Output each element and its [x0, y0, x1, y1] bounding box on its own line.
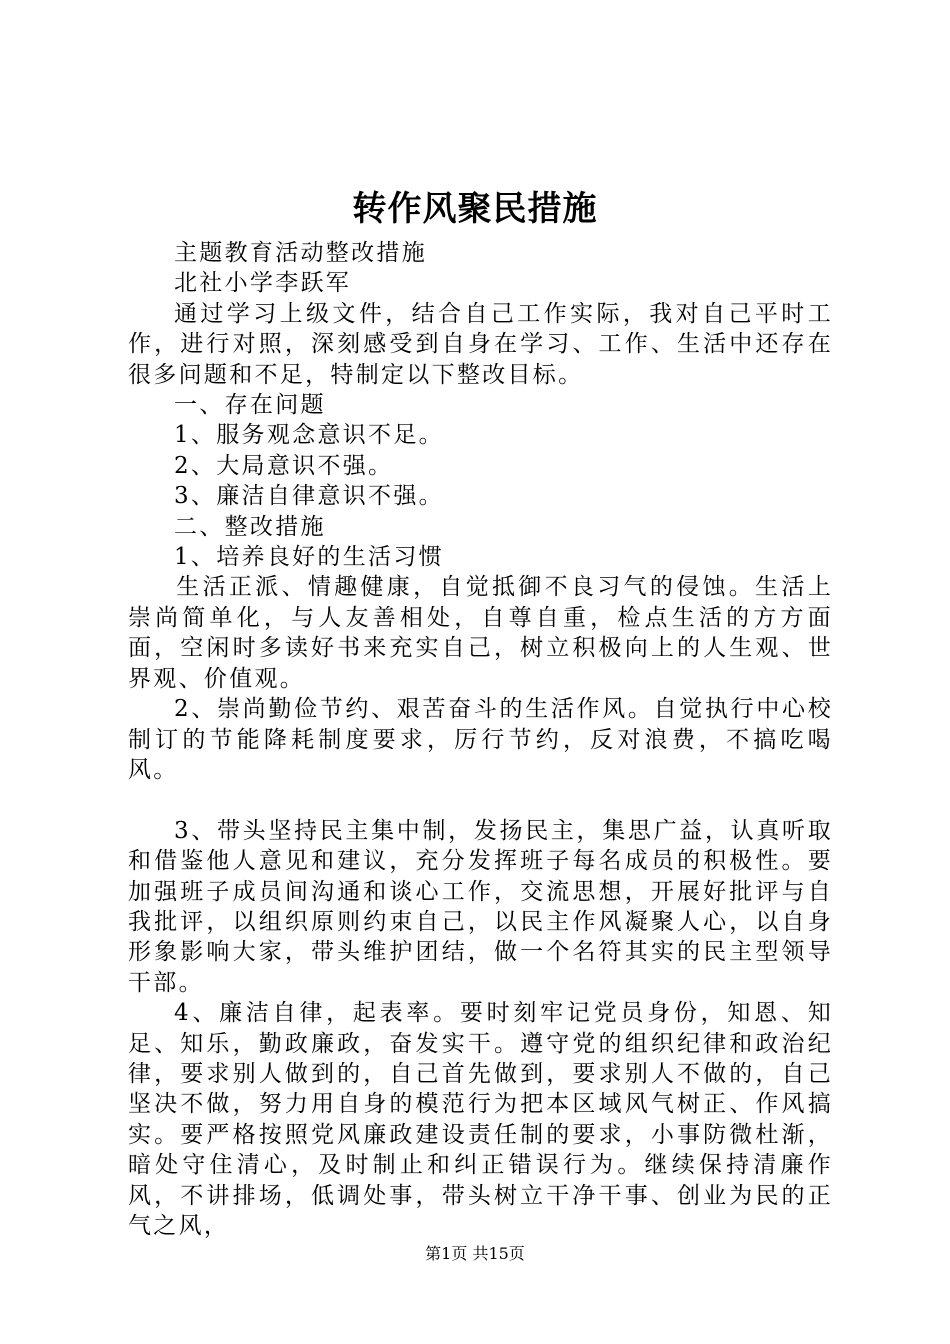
- subtitle: 主题教育活动整改措施: [174, 240, 427, 266]
- section-heading-issues: 一、存在问题: [174, 392, 326, 419]
- measure-3-paragraph: 3、带头坚持民主集中制，发扬民主，集思广益，认真听取和借鉴他人意见和建议，充分发挥班子每名成员的积极性。要加强班子成员间沟通和谈心工作，交流思想，开展好批评与自我批评，以组织原则约束自己，以民主作风凝聚人心，以自身形象影响大家，带头维护团结，做一个名符其实的民主型领导干部。: [128, 817, 833, 996]
- measure-4-paragraph: 4、廉洁自律，起表率。要时刻牢记党员身份，知恩、知足、知乐，勤政廉政，奋发实干。遵守党的组织纪律和政治纪律，要求别人做到的，自己首先做到，要求别人不做的，自己坚决不做，努力用自身的模范行为把本区域风气树正、作风搞实。要严格按照党风廉政建设责任制的要求，小事防微杜渐，暗处守住清心，及时制止和纠正错误行为。继续保持清廉作风，不讲排场，低调处事，带头树立干净干事、创业为民的正气之风，: [128, 1000, 833, 1239]
- issue-item-3: 3、廉洁自律意识不强。: [174, 483, 444, 510]
- measure-2-paragraph: 2、崇尚勤俭节约、艰苦奋斗的生活作风。自觉执行中心校制订的节能降耗制度要求，厉行节约，反对浪费，不搞吃喝风。: [128, 696, 833, 783]
- intro-paragraph: 通过学习上级文件，结合自己工作实际，我对自己平时工作，进行对照，深刻感受到自身在学习、工作、生活中还存在很多问题和不足，特制定以下整改目标。: [128, 300, 833, 388]
- author-line: 北社小学李跃军: [174, 270, 352, 297]
- document-title: 转作风聚民措施: [352, 189, 598, 229]
- document-body: [128, 238, 833, 1241]
- measure-1-body: 生活正派、情趣健康，自觉抵御不良习气的侵蚀。生活上崇尚简单化，与人友善相处，自尊自重，检点生活的方方面面，空闲时多读好书来充实自己，树立积极向上的人生观、世界观、价值观。: [128, 574, 833, 692]
- page-footer: 第1页 共15页: [425, 1244, 525, 1263]
- blank-line: [128, 785, 833, 815]
- issue-item-2: 2、大局意识不强。: [174, 452, 394, 479]
- measure-1-heading: 1、培养良好的生活习惯: [174, 544, 444, 571]
- issue-item-1: 1、服务观念意识不足。: [174, 422, 444, 449]
- section-heading-measures: 二、整改措施: [174, 513, 326, 540]
